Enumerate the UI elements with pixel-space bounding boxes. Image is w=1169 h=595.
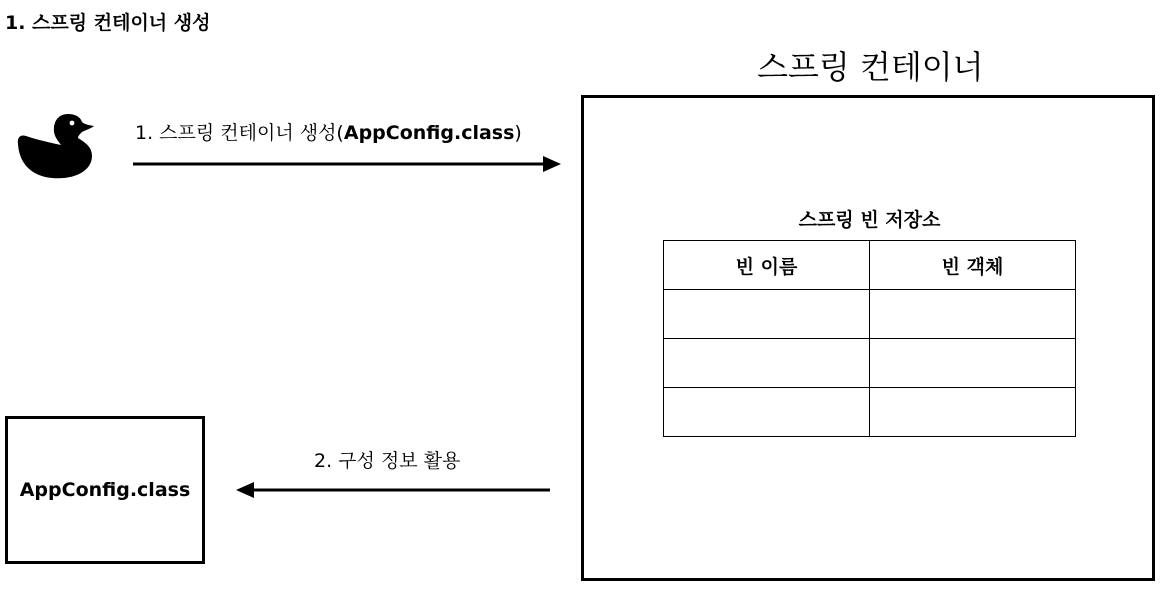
table-cell bbox=[664, 339, 870, 388]
table-cell bbox=[870, 339, 1076, 388]
table-cell bbox=[870, 290, 1076, 339]
table-cell bbox=[664, 290, 870, 339]
bean-name-header: 빈 이름 bbox=[664, 241, 870, 290]
config-arrow bbox=[234, 480, 552, 500]
container-title: 스프링 컨테이너 bbox=[757, 48, 984, 86]
table-header-row bbox=[664, 241, 1076, 290]
bean-storage-table bbox=[663, 240, 1076, 437]
duck-icon bbox=[16, 110, 96, 182]
create-arrow-label-class: AppConfig.class bbox=[343, 122, 515, 144]
bean-object-header: 빈 객체 bbox=[870, 241, 1076, 290]
bean-storage-title: 스프링 빈 저장소 bbox=[798, 209, 941, 231]
create-arrow-label bbox=[135, 118, 522, 145]
appconfig-box bbox=[5, 416, 205, 564]
create-arrow bbox=[133, 154, 563, 174]
table-cell bbox=[870, 388, 1076, 437]
create-arrow-label-text: 1. 스프링 컨테이너 생성( bbox=[135, 122, 344, 144]
table-row bbox=[664, 290, 1076, 339]
table-row bbox=[664, 388, 1076, 437]
page-title: 1. 스프링 컨테이너 생성 bbox=[5, 12, 211, 34]
config-arrow-label: 2. 구성 정보 활용 bbox=[314, 450, 461, 472]
table-row bbox=[664, 339, 1076, 388]
appconfig-label: AppConfig.class bbox=[19, 479, 191, 501]
create-arrow-label-close: ) bbox=[514, 122, 522, 144]
table-cell bbox=[664, 388, 870, 437]
